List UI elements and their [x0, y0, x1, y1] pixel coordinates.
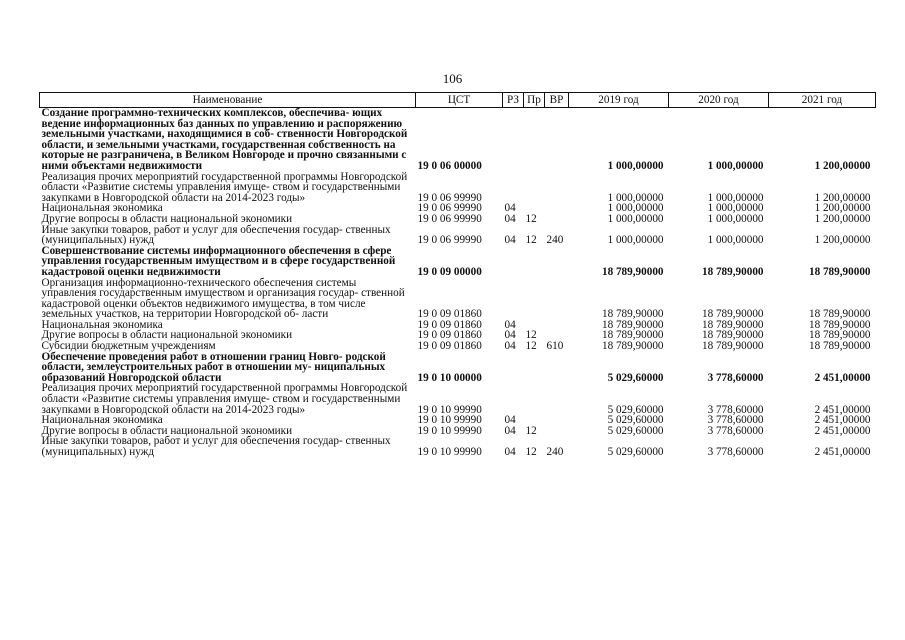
cell-vr: 240	[546, 446, 564, 458]
cell-2020: 18 789,90000	[701, 329, 764, 342]
table-row	[40, 214, 876, 225]
cell-2021: 1 200,00000	[814, 159, 871, 172]
cell-2020: 1 000,00000	[707, 202, 764, 215]
cell-2020: 3 778,60000	[707, 446, 764, 458]
cell-cst: 19 0 09 01860	[417, 340, 482, 353]
cell-2020: 18 789,90000	[701, 308, 764, 321]
cell-2021: 18 789,90000	[808, 318, 871, 331]
cell-cst: 19 0 10 99990	[417, 446, 482, 458]
cell-cst: 19 0 10 99990	[417, 414, 482, 427]
cell-vr: 610	[546, 340, 564, 353]
cell-pr	[524, 246, 545, 278]
header-2019: 2019 год	[569, 93, 669, 108]
cell-pr	[524, 383, 545, 415]
cell-2020: 1 000,00000	[707, 191, 764, 204]
cell-2019: 18 789,90000	[601, 340, 664, 353]
cell-2020: 1 000,00000	[707, 212, 764, 225]
cell-cst: 19 0 06 99990	[417, 234, 482, 247]
cell-name: Другие вопросы в области национальной экономики	[41, 424, 293, 437]
cell-name: Иные закупки товаров, работ и услуг для обеспечения государ- ственных (муниципальных) нужд	[41, 435, 391, 458]
table-row	[40, 108, 876, 172]
cell-pr: 12	[525, 340, 537, 353]
cell-cst: 19 0 06 99990	[417, 202, 482, 215]
cell-vr: 240	[546, 234, 564, 247]
table-row	[40, 383, 876, 415]
cell-cst: 19 0 09 00000	[417, 265, 482, 278]
cell-cst: 19 0 09 01860	[417, 318, 482, 331]
cell-name: Обеспечение проведения работ в отношении границ Новго- родской области, землеустроительных работ в отношении му- ниципальных образований Новгородской области	[41, 350, 386, 384]
cell-2019: 18 789,90000	[601, 308, 664, 321]
cell-rz: 04	[504, 329, 516, 342]
cell-pr	[524, 352, 545, 384]
cell-rz: 04	[504, 234, 516, 247]
cell-rz	[503, 383, 524, 415]
header-2021: 2021 год	[769, 93, 876, 108]
cell-vr	[545, 214, 569, 225]
cell-vr	[545, 246, 569, 278]
table-row	[40, 436, 876, 457]
cell-rz	[503, 108, 524, 172]
cell-name: Национальная экономика	[41, 202, 163, 215]
cell-2021: 18 789,90000	[808, 308, 871, 321]
cell-rz	[503, 172, 524, 204]
header-pr: Пр	[524, 93, 545, 108]
cell-name: Реализация прочих мероприятий государственной программы Новгородской области «Развитие системы управления имуще- ством и государственными закупками в Новгородской области на 2014-2023 годы»	[41, 170, 408, 204]
cell-vr	[545, 108, 569, 172]
table-row	[40, 172, 876, 204]
header-cst: ЦСТ	[416, 93, 503, 108]
cell-2021: 1 200,00000	[814, 191, 871, 204]
cell-vr	[545, 352, 569, 384]
cell-2020: 18 789,90000	[701, 265, 764, 278]
cell-rz: 04	[504, 318, 516, 331]
cell-rz: 04	[504, 424, 516, 437]
cell-2021: 1 200,00000	[814, 202, 871, 215]
cell-rz: 04	[504, 340, 516, 353]
cell-2021: 18 789,90000	[808, 265, 871, 278]
table-row	[40, 225, 876, 246]
cell-2020: 3 778,60000	[707, 371, 764, 384]
cell-2020: 18 789,90000	[701, 340, 764, 353]
cell-rz: 04	[504, 202, 516, 215]
budget-table	[39, 92, 876, 458]
cell-2020: 3 778,60000	[707, 424, 764, 437]
cell-rz: 04	[504, 414, 516, 427]
cell-cst: 19 0 06 99990	[417, 212, 482, 225]
cell-2021: 2 451,00000	[814, 371, 871, 384]
cell-vr	[545, 426, 569, 437]
cell-2019: 18 789,90000	[601, 329, 664, 342]
header-2020: 2020 год	[669, 93, 769, 108]
cell-2020: 3 778,60000	[707, 403, 764, 416]
cell-2021: 2 451,00000	[814, 424, 871, 437]
cell-2021: 1 200,00000	[814, 212, 871, 225]
cell-name: Совершенствование системы информационного обеспечения в сфере управления государственным имуществом и в сфере государственной кадастровой оценки недвижимости	[41, 244, 396, 278]
table-row	[40, 352, 876, 384]
table-body	[40, 108, 876, 458]
header-rz: РЗ	[503, 93, 524, 108]
cell-2021: 1 200,00000	[814, 234, 871, 247]
cell-2021: 2 451,00000	[814, 446, 871, 458]
cell-pr	[524, 108, 545, 172]
cell-2019: 5 029,60000	[607, 403, 664, 416]
cell-name: Субсидии бюджетным учреждениям	[41, 340, 216, 353]
cell-name: Другие вопросы в области национальной экономики	[41, 212, 293, 225]
cell-vr	[545, 203, 569, 214]
cell-pr	[524, 172, 545, 204]
header-vr: ВР	[545, 93, 569, 108]
cell-rz	[503, 352, 524, 384]
cell-2020: 1 000,00000	[707, 159, 764, 172]
cell-name: Реализация прочих мероприятий государственной программы Новгородской области «Развитие системы управления имуще- ством и государственными закупками в Новгородской области на 2014-2023 годы»	[41, 382, 408, 416]
cell-rz	[503, 246, 524, 278]
cell-2020: 18 789,90000	[701, 318, 764, 331]
cell-2019: 18 789,90000	[601, 265, 664, 278]
cell-rz: 04	[504, 446, 516, 458]
cell-cst: 19 0 10 99990	[417, 403, 482, 416]
cell-2019: 1 000,00000	[607, 191, 664, 204]
cell-2021: 2 451,00000	[814, 403, 871, 416]
cell-2019: 1 000,00000	[607, 234, 664, 247]
cell-2019: 1 000,00000	[607, 159, 664, 172]
cell-name: Национальная экономика	[41, 414, 163, 427]
cell-rz	[503, 278, 524, 320]
cell-pr: 12	[525, 329, 537, 342]
cell-pr: 12	[525, 424, 537, 437]
cell-cst: 19 0 09 01860	[417, 329, 482, 342]
cell-vr	[545, 172, 569, 204]
cell-vr	[545, 320, 569, 331]
cell-name: Национальная экономика	[41, 318, 163, 331]
cell-2020: 1 000,00000	[707, 234, 764, 247]
cell-name: Иные закупки товаров, работ и услуг для обеспечения государ- ственных (муниципальных) нужд	[41, 223, 391, 247]
cell-2021: 2 451,00000	[814, 414, 871, 427]
cell-2021: 18 789,90000	[808, 340, 871, 353]
cell-2019: 5 029,60000	[607, 371, 664, 384]
cell-vr	[545, 278, 569, 320]
cell-pr: 12	[525, 212, 537, 225]
cell-vr	[545, 415, 569, 426]
cell-rz: 04	[504, 212, 516, 225]
cell-pr	[524, 278, 545, 320]
cell-2019: 5 029,60000	[607, 424, 664, 437]
cell-cst: 19 0 06 99990	[417, 191, 482, 204]
cell-2019: 18 789,90000	[601, 318, 664, 331]
header-name: Наименование	[40, 93, 416, 108]
cell-cst: 19 0 06 00000	[417, 159, 482, 172]
cell-name: Организация информационно-технического обеспечения системы управления государственным имуществом и организация государ- ственной кадастровой оценки объектов недвижимого имущества, в том числе земельных участков, на территории Новгородской об- ласти	[41, 276, 405, 321]
table-row	[40, 278, 876, 320]
cell-name: Создание программно-технических комплексов, обеспечива- ющих ведение информационных баз данных по управлению и распоряжению земельными участками, находящимися в соб- ственности Новгородской области, и земельными участками, государственная собственность на которые не разграничена, в Великом Новгороде и прочно связанными с ними объектами недвижимости	[41, 107, 408, 172]
cell-vr	[545, 383, 569, 415]
cell-pr: 12	[525, 446, 537, 458]
cell-cst: 19 0 09 01860	[417, 308, 482, 321]
page-number: 106	[442, 71, 463, 86]
cell-cst: 19 0 10 00000	[417, 371, 482, 384]
cell-2020: 3 778,60000	[707, 414, 764, 427]
cell-2021: 18 789,90000	[808, 329, 871, 342]
table-header-row	[40, 93, 876, 108]
cell-2019: 5 029,60000	[607, 414, 664, 427]
cell-2019: 5 029,60000	[607, 446, 664, 458]
cell-2019: 1 000,00000	[607, 212, 664, 225]
cell-cst: 19 0 10 99990	[417, 424, 482, 437]
cell-pr: 12	[525, 234, 537, 247]
cell-2019: 1 000,00000	[607, 202, 664, 215]
table-row	[40, 246, 876, 278]
cell-name: Другие вопросы в области национальной экономики	[41, 329, 293, 342]
